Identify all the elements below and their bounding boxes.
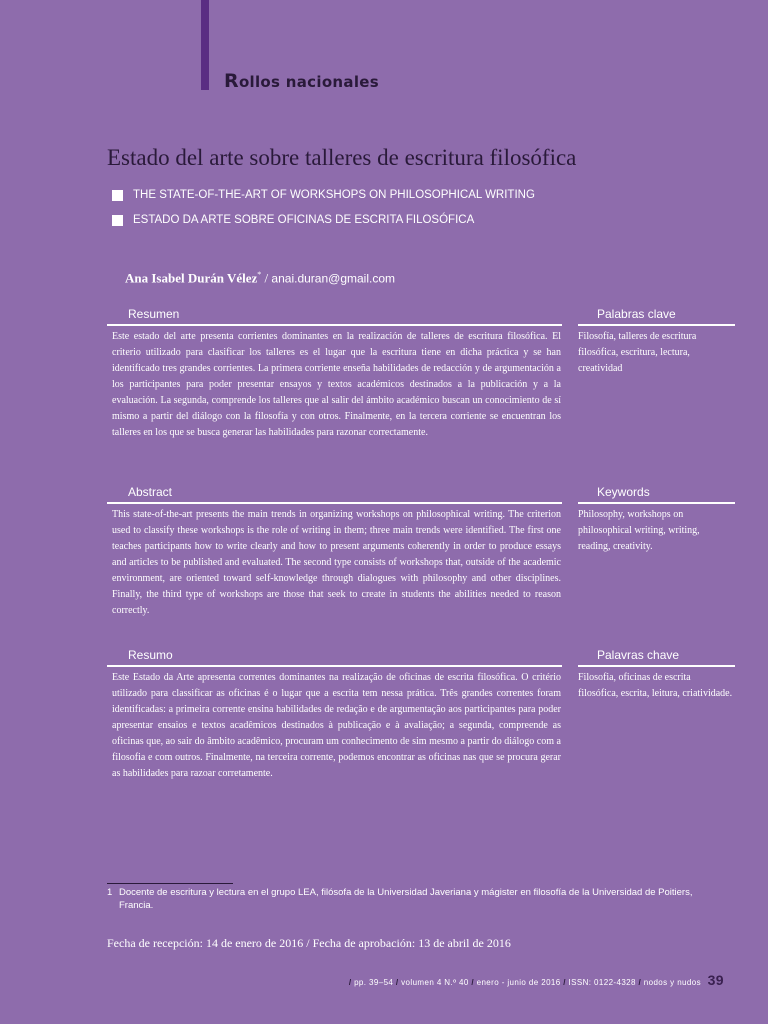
footer-pages: pp. 39–54 — [354, 978, 394, 987]
section-accent-bar — [201, 0, 209, 90]
page-footer — [349, 972, 724, 988]
author-line — [125, 270, 395, 286]
resumo-heading: Resumo — [128, 648, 173, 662]
section-title-rest: ollos nacionales — [238, 73, 379, 91]
alt-title-portuguese — [112, 214, 474, 226]
footnote — [107, 886, 717, 912]
palavras-chave-rule — [578, 665, 735, 667]
alt-title-portuguese-text: ESTADO DA ARTE SOBRE OFICINAS DE ESCRITA FILOSÓFICA — [133, 214, 475, 226]
square-bullet-icon — [112, 190, 123, 201]
footer-issn: ISSN: 0122-4328 — [568, 978, 636, 987]
keywords-heading: Keywords — [597, 485, 650, 499]
section-title-initial: R — [224, 70, 239, 92]
author-separator: / — [261, 270, 272, 286]
footer-slash: / — [638, 978, 642, 987]
page-number: 39 — [707, 972, 724, 988]
alt-title-english — [112, 189, 535, 201]
abstract-heading: Abstract — [128, 485, 173, 499]
square-bullet-icon — [112, 215, 123, 226]
palabras-clave-text: Filosofía, talleres de escritura filosófica, escritura, lectura, creatividad — [578, 331, 697, 374]
resumen-rule — [107, 324, 562, 326]
palabras-clave-rule — [578, 324, 735, 326]
footer-slash: / — [348, 978, 352, 987]
resumen-text: Este estado del arte presenta corrientes dominantes en la realización de talleres de escritura filosófica. El criterio utilizado para clasificar los talleres es el lugar que la escritura tiene en dicha práctica y se han identificado tres grandes corrientes. La primera corriente enseña habilidades de redacción y de argumentación a los participantes para poder presentar ensayos y textos académicos destinados a la publicación y a la evaluación. La segunda, comprende los talleres que al salir del ámbito académico buscan un conocimiento de sí mismo a partir del diálogo con la filosofía y con otros. Finalmente, en la tercera corriente se encuentran los talleres en los que se busca generar las habilidades para razonar correctamente. — [112, 331, 561, 438]
palavras-chave-heading: Palavras chave — [597, 648, 680, 662]
palavras-chave-text: Filosofia, oficinas de escrita filosófica, escrita, leitura, criatividade. — [578, 672, 733, 699]
reception-approval-dates: Fecha de recepción: 14 de enero de 2016 / Fecha de aprobación: 13 de abril de 2016 — [107, 936, 511, 950]
footnote-rule — [107, 883, 233, 884]
section-title — [224, 70, 379, 92]
resumen-heading: Resumen — [128, 307, 180, 321]
author-name: Ana Isabel Durán Vélez — [125, 270, 258, 286]
footer-period: enero - junio de 2016 — [476, 978, 561, 987]
footer-journal: nodos y nudos — [643, 978, 701, 987]
abstract-text: This state-of-the-art presents the main trends in organizing workshops on philosophical writing. The criterion used to classify these workshops is the role of writing in them; three main trends were identified. The first one teaches participants how to write clearly and how to present arguments coherently in order to produce essays and articles to be published and evaluated. The second type consists of workshops that, outside of the academic environment, are oriented toward self-knowledge through dialogues with philosophy and other disciplines. Finally, the third type of workshops are those that seek to create in students the abilities needed to reason correctly. — [112, 509, 561, 616]
footnote-text-continued: Francia. — [119, 900, 154, 911]
palabras-clave-heading: Palabras clave — [597, 307, 676, 321]
keywords-rule — [578, 502, 735, 504]
footnote-number: 1 — [107, 887, 113, 898]
author-footnote-mark: * — [257, 270, 262, 279]
abstract-rule — [107, 502, 562, 504]
article-title: Estado del arte sobre talleres de escritura filosófica — [107, 145, 577, 170]
alt-title-english-text: THE STATE-OF-THE-ART OF WORKSHOPS ON PHILOSOPHICAL WRITING — [133, 189, 535, 201]
resumo-text: Este Estado da Arte apresenta correntes dominantes na realização de oficinas de escrita filosófica. O critério utilizado para classificar as oficinas é o lugar que a escrita tem nessa prática. Três grandes correntes foram identificadas: a primeira corrente ensina habilidades de redação e de argumentação aos participantes para poder apresentar ensaios e textos acadêmicos destinados à publicação e à avaliação; a segunda, compreende as oficinas que, ao sair do âmbito acadêmico, procuram um conhecimento de sim mesmo a partir do diálogo com a filosofia e com outros. Finalmente, na terceira corrente, podemos encontrar as oficinas nas que se procura gerar as habilidades para razoar corretamente. — [112, 672, 561, 779]
footer-slash: / — [563, 978, 566, 987]
resumo-rule — [107, 665, 562, 667]
footer-slash: / — [395, 978, 399, 987]
keywords-text: Philosophy, workshops on philosophical writing, writing, reading, creativity. — [578, 509, 700, 552]
footer-slash: / — [471, 978, 474, 987]
author-email[interactable]: anai.duran@gmail.com — [271, 271, 395, 286]
footer-volume: volumen 4 N.º 40 — [401, 978, 469, 987]
footnote-text: Docente de escritura y lectura en el grupo LEA, filósofa de la Universidad Javeriana y mágister en filosofía de la Universidad de Poitiers, — [119, 887, 693, 898]
